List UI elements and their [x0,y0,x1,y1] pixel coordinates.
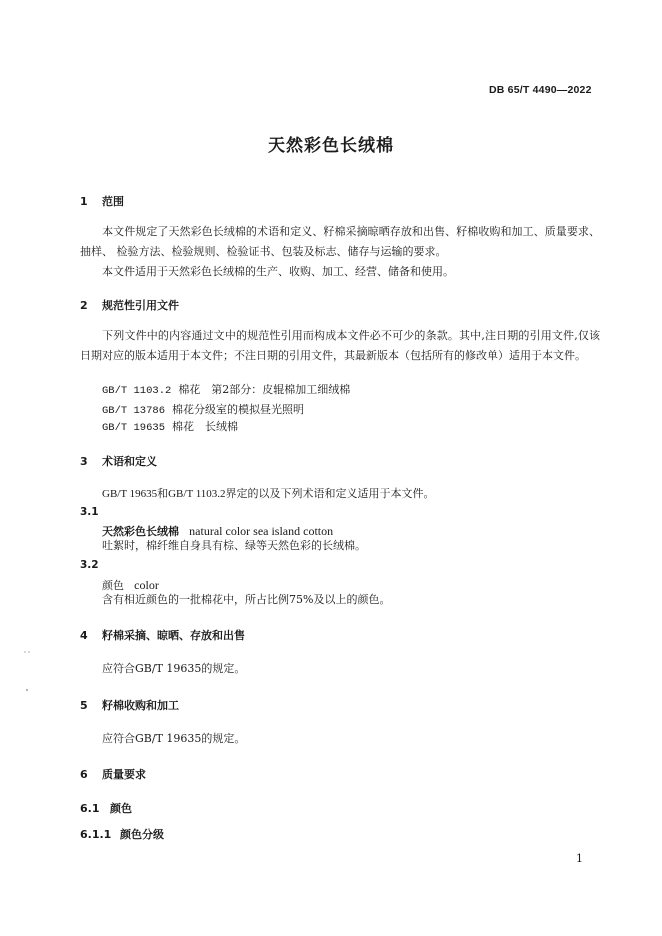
section-number: 3 [80,455,88,468]
term-definition: 含有相近颜色的一批棉花中，所占比例75%及以上的颜色。 [102,593,391,606]
section-2-heading [80,297,179,313]
subsection-number: 6.1 [80,802,100,815]
reference-item [102,417,238,438]
term-chinese: 颜色 [102,579,124,592]
reference-code: GB/T 1103.2 [102,385,172,397]
scan-mark-dash [24,649,34,655]
scan-mark [24,648,34,657]
section-title: 范围 [102,195,124,208]
section-title: 籽棉收购和加工 [102,699,179,712]
section-title: 质量要求 [102,768,146,781]
section-1-paragraph-1: 本文件规定了天然彩色长绒棉的术语和定义、籽棉采摘晾晒存放和出售、籽棉收购和加工、质量要求、抽样、 检验方法、检验规则、检验证书、包装及标志、储存与运输的要求。 [80,225,600,258]
section-5-text: 应符合GB/T 19635的规定。 [102,732,246,745]
section-title: 规范性引用文件 [102,299,179,312]
section-4-text: 应符合GB/T 19635的规定。 [102,662,246,675]
term-english: natural color sea island cotton [189,524,334,538]
subsection-number: 6.1.1 [80,828,112,841]
reference-title: 棉花分级室的模拟昼光照明 [172,403,305,416]
section-2-paragraph: 下列文件中的内容通过文中的规范性引用而构成本文件必不可少的条款。其中,注日期的引用文件,仅该日期对应的版本适用于本文件；不注日期的引用文件，其最新版本（包括所有的修改单）适用于本文件。 [80,329,600,362]
section-4-heading [80,627,245,643]
reference-title: 棉花 第2部分：皮辊棉加工细绒棉 [178,383,351,396]
page-number: 1 [576,852,583,865]
section-6-heading [80,766,146,782]
term-number: 3.2 [80,559,99,571]
section-number: 1 [80,195,88,208]
section-5-heading [80,697,179,713]
section-number: 4 [80,629,88,642]
term-english: color [134,578,159,592]
section-3-intro: GB/T 19635和GB/T 1103.2界定的以及下列术语和定义适用于本文件。 [102,488,435,500]
scan-mark [24,686,30,696]
section-number: 2 [80,299,88,312]
subsection-title: 颜色 [110,802,132,815]
term-number: 3.1 [80,506,99,518]
term-chinese: 天然彩色长绒棉 [102,525,179,538]
reference-item [102,380,350,401]
reference-title: 棉花 长绒棉 [172,420,239,433]
reference-code: GB/T 13786 [102,405,166,417]
section-title: 籽棉采摘、晾晒、存放和出售 [102,629,245,642]
section-title: 术语和定义 [102,455,157,468]
section-3-heading [80,453,157,469]
subsection-6-1-1-heading [80,826,164,842]
standard-code: DB 65/T 4490—2022 [489,84,592,96]
document-title: 天然彩色长绒棉 [268,136,394,156]
scan-mark-dot [24,686,30,694]
subsection-6-1-heading [80,800,132,816]
section-number: 6 [80,768,88,781]
term-definition: 吐絮时，棉纤维自身具有棕、绿等天然色彩的长绒棉。 [102,539,366,552]
subsection-title: 颜色分级 [120,828,164,841]
section-1-paragraph-2: 本文件适用于天然彩色长绒棉的生产、收购、加工、经营、储备和使用。 [102,265,454,278]
reference-code: GB/T 19635 [102,422,166,434]
section-number: 5 [80,699,88,712]
section-1-heading [80,193,124,209]
